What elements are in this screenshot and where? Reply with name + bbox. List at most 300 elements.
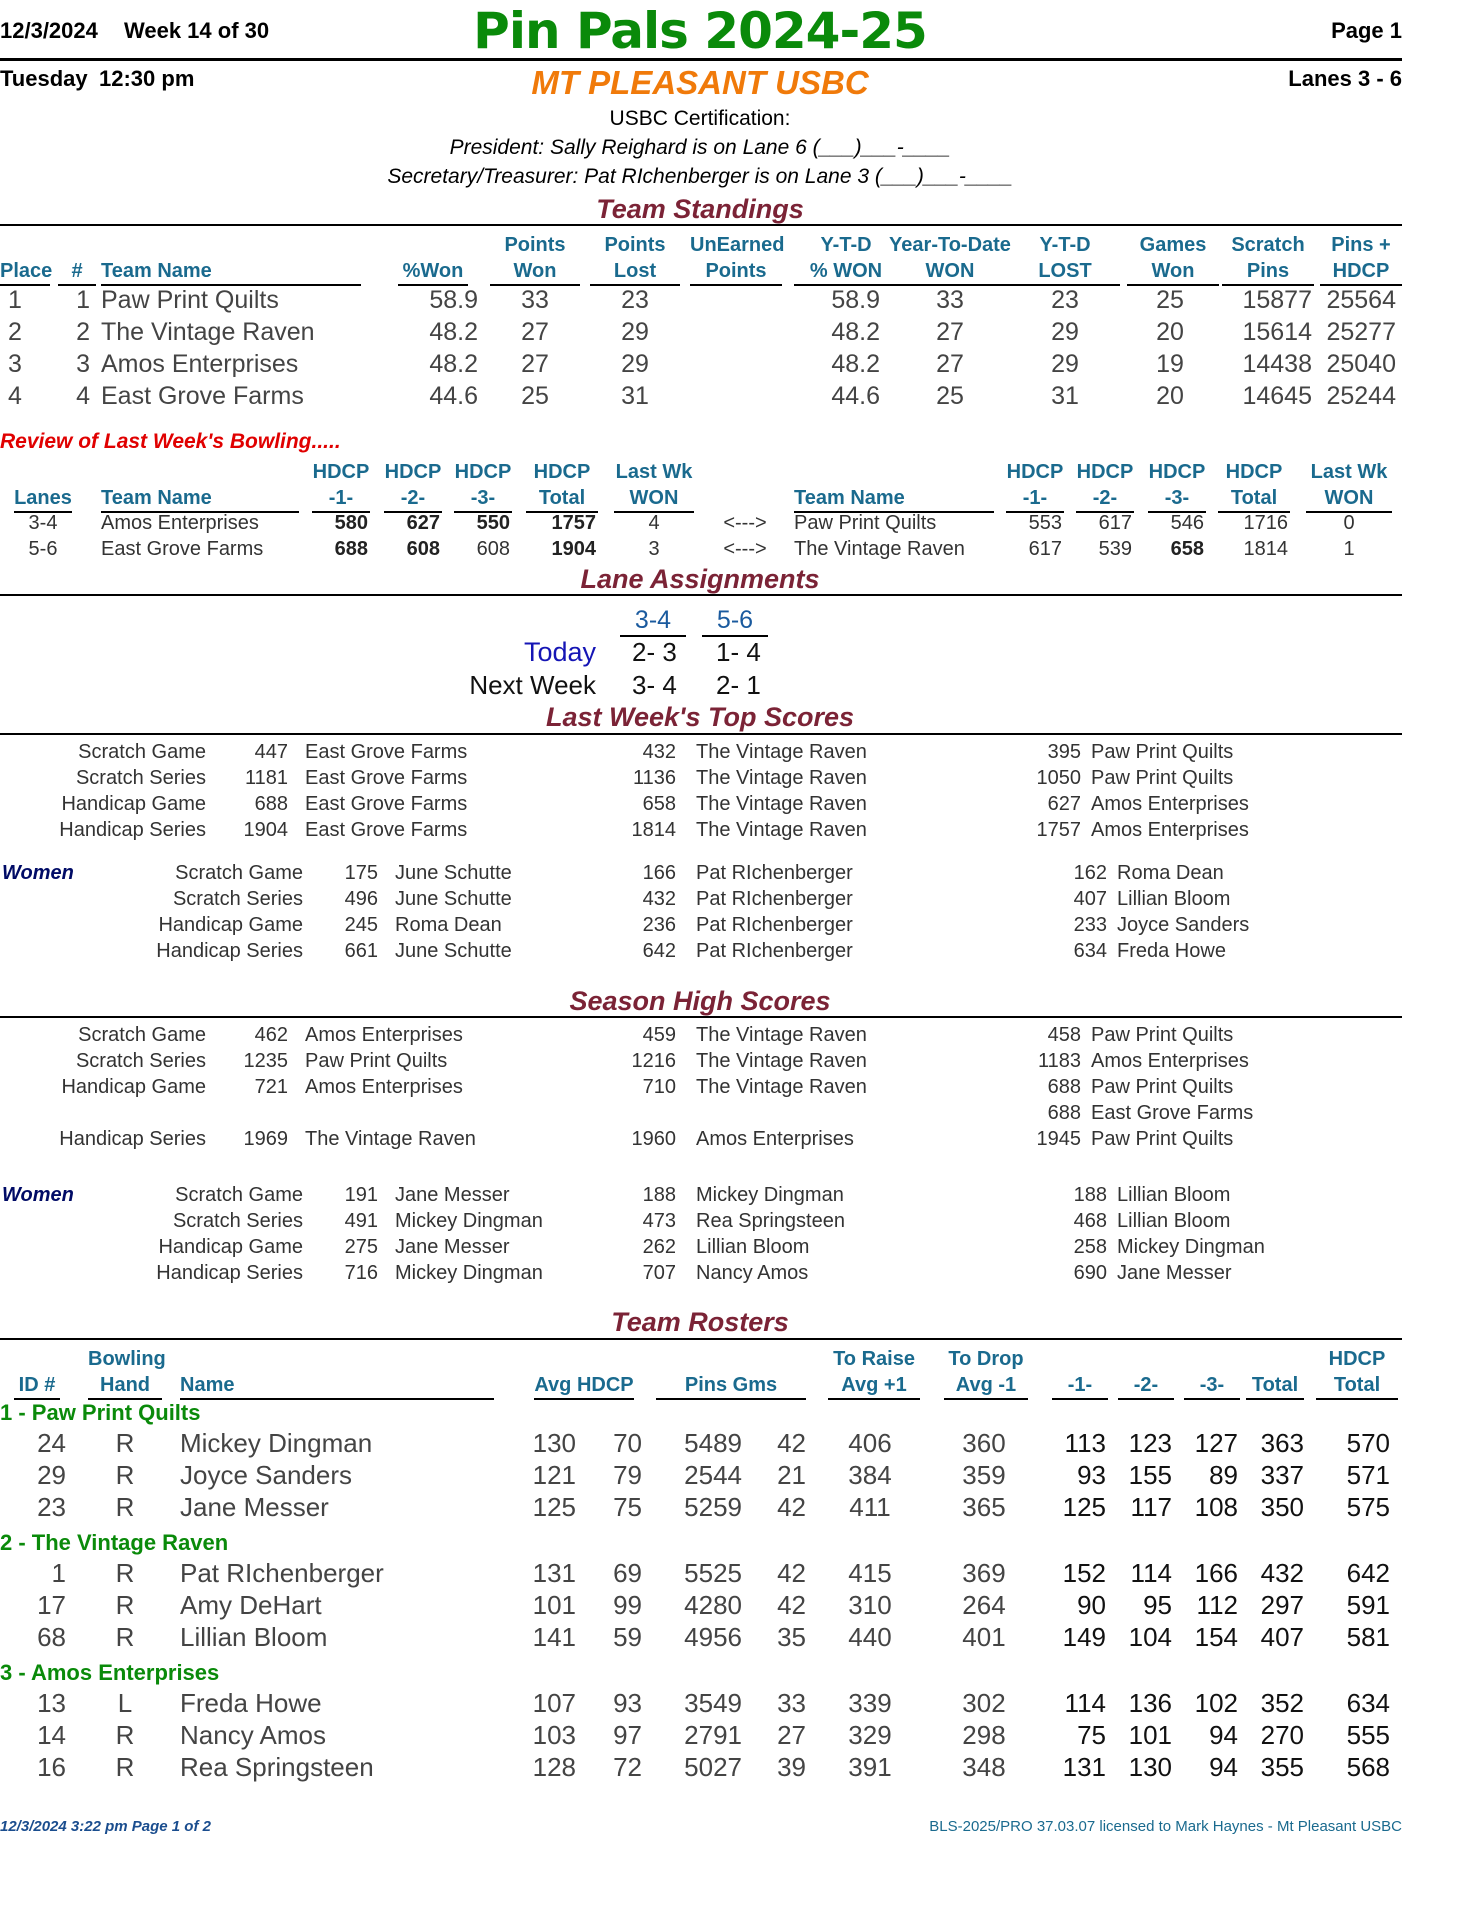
top-women-n2-r1: Pat RIchenberger — [696, 888, 853, 910]
top-scores-women-label: Women — [2, 862, 74, 884]
top-team-v2-r2: 658 — [642, 793, 676, 815]
high-women-n3-r3: Jane Messer — [1117, 1262, 1232, 1284]
roster-t2-p0-c9: 114 — [1064, 1688, 1106, 1718]
top-team-v2-r1: 1136 — [632, 767, 676, 789]
roster-t0-p2-c5: 5259 — [684, 1492, 742, 1522]
roster-t1-p2-c3: 141 — [532, 1622, 576, 1652]
high-women-n1-r1: Mickey Dingman — [395, 1210, 543, 1232]
standings-cell-r2-c11: 14438 — [1242, 350, 1312, 378]
review-total2-r0: 1716 — [1243, 512, 1288, 534]
roster-t1-p1-c10: 95 — [1143, 1590, 1172, 1620]
roster-t0-p0-c12: 363 — [1260, 1428, 1304, 1458]
roster-t0-p0-c13: 570 — [1346, 1428, 1390, 1458]
high-team-v1-r4: 1969 — [243, 1128, 288, 1150]
season-high-women-label: Women — [2, 1184, 74, 1206]
standings-cell-r1-c3: 48.2 — [429, 318, 478, 346]
high-women-n1-r0: Jane Messer — [395, 1184, 510, 1206]
association-name: MT PLEASANT USBC — [531, 64, 869, 101]
review-col-head-2-top: HDCP — [312, 461, 370, 483]
roster-t1-p1-c7: 310 — [848, 1590, 892, 1620]
top-team-n3-r0: Paw Print Quilts — [1091, 741, 1234, 763]
top-team-v1-r3: 1904 — [243, 819, 288, 841]
roster-col-head-11: Total — [1316, 1372, 1398, 1400]
roster-t0-p2-c9: 125 — [1062, 1492, 1106, 1522]
standings-col-head-5: Lost — [590, 258, 680, 286]
standings-cell-r3-c5: 31 — [621, 382, 649, 410]
high-team-v1-r1: 1235 — [243, 1050, 288, 1072]
standings-cell-r2-c2: Amos Enterprises — [101, 350, 299, 378]
high-women-v2-r1: 473 — [642, 1210, 676, 1232]
high-team-v2-r0: 459 — [642, 1024, 676, 1046]
roster-t1-p0-c11: 166 — [1194, 1558, 1238, 1588]
roster-t1-p1-c4: 99 — [613, 1590, 642, 1620]
review-t1-r0: Amos Enterprises — [101, 512, 259, 534]
roster-t2-p0-c7: 339 — [848, 1688, 892, 1718]
roster-t1-p1-c9: 90 — [1077, 1590, 1106, 1620]
top-women-n3-r2: Joyce Sanders — [1117, 914, 1250, 936]
roster-col-head-2: Name — [180, 1372, 494, 1400]
roster-col-head-1-top: Bowling — [88, 1348, 166, 1370]
roster-t0-p0-c6: 42 — [777, 1428, 806, 1458]
top-team-v3-r0: 395 — [1047, 741, 1081, 763]
standings-col-head-1: # — [58, 258, 96, 286]
top-team-v1-r0: 447 — [254, 741, 288, 763]
standings-cell-r0-c11: 15877 — [1242, 286, 1312, 314]
review-arrow-r1: <---> — [723, 538, 767, 560]
standings-cell-r0-c1: 1 — [76, 286, 90, 314]
roster-t0-p2-c13: 575 — [1346, 1492, 1390, 1522]
footer-timestamp: 12/3/2024 3:22 pm Page 1 of 2 — [0, 1818, 211, 1835]
roster-t0-p1-c7: 384 — [848, 1460, 892, 1490]
standings-cell-r3-c2: East Grove Farms — [101, 382, 304, 410]
league-time: 12:30 pm — [99, 66, 195, 91]
roster-t0-p1-c5: 2544 — [684, 1460, 742, 1490]
high-women-v3-r1: 468 — [1073, 1210, 1107, 1232]
review-col-head-6: WON — [614, 485, 694, 513]
high-team-n3-r2: Paw Print Quilts — [1091, 1076, 1234, 1098]
high-team-label-r4: Handicap Series — [59, 1128, 206, 1150]
roster-t2-p2-c7: 391 — [848, 1752, 892, 1782]
standings-col-head-10: Won — [1127, 258, 1219, 286]
roster-t0-p0-c3: 130 — [532, 1428, 576, 1458]
roster-t1-p1-c5: 4280 — [684, 1590, 742, 1620]
standings-cell-r3-c4: 25 — [521, 382, 549, 410]
roster-t2-p2-c11: 94 — [1209, 1752, 1238, 1782]
roster-t1-p2-c8: 401 — [962, 1622, 1006, 1652]
roster-t1-p0-c1: R — [115, 1558, 135, 1588]
roster-t1-p2-c9: 149 — [1062, 1622, 1106, 1652]
review-col-head-12: WON — [1306, 485, 1392, 513]
roster-t0-p2-c8: 365 — [962, 1492, 1006, 1522]
top-women-v2-r3: 642 — [642, 940, 676, 962]
review-won2-r0: 0 — [1343, 512, 1355, 534]
top-women-v2-r0: 166 — [642, 862, 676, 884]
roster-t2-p0-c0: 13 — [37, 1688, 66, 1718]
standings-col-head-12: HDCP — [1320, 258, 1402, 286]
roster-t2-p2-c13: 568 — [1346, 1752, 1390, 1782]
review-col-head-0: Lanes — [14, 485, 72, 513]
top-scores-title: Last Week's Top Scores — [545, 702, 855, 732]
roster-t1-p0-c8: 369 — [962, 1558, 1006, 1588]
roster-t1-p0-c5: 5525 — [684, 1558, 742, 1588]
high-women-v3-r0: 188 — [1073, 1184, 1107, 1206]
standings-cell-r0-c4: 33 — [521, 286, 549, 314]
top-team-n2-r0: The Vintage Raven — [696, 741, 867, 763]
top-team-n1-r3: East Grove Farms — [305, 819, 468, 841]
review-total-r0: 1757 — [551, 512, 596, 534]
standings-cell-r1-c2: The Vintage Raven — [101, 318, 315, 346]
review-h3-r1: 658 — [1170, 538, 1204, 560]
review-col-head-4-top: HDCP — [454, 461, 512, 483]
roster-t0-p1-c4: 79 — [613, 1460, 642, 1490]
top-women-label-r0: Scratch Game — [175, 862, 303, 884]
roster-t2-p0-c12: 352 — [1260, 1688, 1304, 1718]
standings-cell-r2-c1: 3 — [76, 350, 90, 378]
high-team-n1-r2: Amos Enterprises — [305, 1076, 463, 1098]
high-women-v2-r0: 188 — [642, 1184, 676, 1206]
roster-t0-p0-c11: 127 — [1194, 1428, 1238, 1458]
standings-cell-r2-c5: 29 — [621, 350, 649, 378]
review-total2-r1: 1814 — [1243, 538, 1288, 560]
roster-t0-p0-c4: 70 — [613, 1428, 642, 1458]
review-col-head-9-top: HDCP — [1076, 461, 1134, 483]
roster-t0-p2-c2: Jane Messer — [180, 1492, 329, 1522]
high-team-v3-r0: 458 — [1047, 1024, 1081, 1046]
roster-t1-p0-c3: 131 — [532, 1558, 576, 1588]
standings-cell-r1-c0: 2 — [8, 318, 22, 346]
roster-t0-p2-c11: 108 — [1194, 1492, 1238, 1522]
top-women-v3-r1: 407 — [1073, 888, 1107, 910]
roster-col-head-3: Avg HDCP — [534, 1372, 634, 1400]
review-col-head-10: -3- — [1148, 485, 1206, 513]
roster-t2-p1-c0: 14 — [37, 1720, 66, 1750]
roster-t0-p1-c2: Joyce Sanders — [180, 1460, 352, 1490]
roster-t0-p0-c2: Mickey Dingman — [180, 1428, 373, 1458]
high-women-v1-r1: 491 — [344, 1210, 378, 1232]
review-col-head-10-top: HDCP — [1148, 461, 1206, 483]
roster-t2-p0-c5: 3549 — [684, 1688, 742, 1718]
standings-cell-r0-c0: 1 — [8, 286, 22, 314]
roster-t2-p0-c11: 102 — [1194, 1688, 1238, 1718]
standings-cell-r2-c12: 25040 — [1326, 350, 1396, 378]
roster-t2-p2-c10: 130 — [1128, 1752, 1172, 1782]
standings-col-head-8: WON — [883, 258, 1017, 286]
season-high-divider — [0, 1016, 1402, 1018]
standings-cell-r3-c0: 4 — [8, 382, 22, 410]
high-women-label-r2: Handicap Game — [158, 1236, 303, 1258]
standings-cell-r1-c5: 29 — [621, 318, 649, 346]
top-team-v3-r1: 1050 — [1036, 767, 1081, 789]
roster-t0-p1-c8: 359 — [962, 1460, 1006, 1490]
roster-col-head-9: -3- — [1184, 1372, 1240, 1400]
standings-col-head-9-top: Y-T-D — [1039, 234, 1091, 256]
high-team-n3-r1: Amos Enterprises — [1091, 1050, 1249, 1072]
roster-col-head-8: -2- — [1118, 1372, 1174, 1400]
top-team-label-r2: Handicap Game — [61, 793, 206, 815]
standings-cell-r0-c2: Paw Print Quilts — [101, 286, 279, 314]
top-women-n3-r1: Lillian Bloom — [1117, 888, 1231, 910]
secretary-line: Secretary/Treasurer: Pat RIchenberger is on Lane 3 (___)___-____ — [387, 165, 1013, 188]
lane-range: Lanes 3 - 6 — [1288, 66, 1402, 91]
roster-t0-p1-c0: 29 — [37, 1460, 66, 1490]
high-women-v2-r3: 707 — [642, 1262, 676, 1284]
roster-col-head-6: Avg -1 — [944, 1372, 1028, 1400]
roster-t1-p2-c11: 154 — [1194, 1622, 1238, 1652]
roster-t2-p1-c1: R — [115, 1720, 135, 1750]
review-g3-r0: 550 — [476, 512, 510, 534]
top-women-n3-r3: Freda Howe — [1117, 940, 1226, 962]
standings-cell-r0-c7: 58.9 — [831, 286, 880, 314]
roster-t0-p1-c10: 155 — [1128, 1460, 1172, 1490]
high-women-n2-r3: Nancy Amos — [696, 1262, 809, 1284]
review-won2-r1: 1 — [1343, 538, 1355, 560]
top-women-v3-r3: 634 — [1073, 940, 1107, 962]
high-team-v3-r4: 1945 — [1036, 1128, 1081, 1150]
standings-cell-r2-c4: 27 — [521, 350, 549, 378]
roster-t2-p0-c2: Freda Howe — [180, 1688, 322, 1718]
roster-t1-p1-c2: Amy DeHart — [180, 1590, 322, 1620]
roster-t0-p1-c6: 21 — [777, 1460, 806, 1490]
roster-t0-p1-c13: 571 — [1346, 1460, 1390, 1490]
standings-col-head-0: Place — [0, 258, 50, 286]
review-lanes-r0: 3-4 — [28, 512, 58, 534]
review-t2-r1: The Vintage Raven — [794, 538, 965, 560]
high-women-n3-r1: Lillian Bloom — [1117, 1210, 1231, 1232]
high-team-n2-r1: The Vintage Raven — [696, 1050, 867, 1072]
top-team-n1-r2: East Grove Farms — [305, 793, 468, 815]
top-women-v1-r0: 175 — [344, 862, 378, 884]
roster-t1-p2-c12: 407 — [1260, 1622, 1304, 1652]
roster-t2-p1-c9: 75 — [1077, 1720, 1106, 1750]
review-won-r0: 4 — [648, 512, 660, 534]
roster-col-head-1: Hand — [88, 1372, 162, 1400]
roster-t1-p0-c2: Pat RIchenberger — [180, 1558, 384, 1588]
today-lanes-5-6: 1- 4 — [716, 637, 761, 667]
roster-t1-p2-c10: 104 — [1128, 1622, 1172, 1652]
top-team-v2-r3: 1814 — [631, 819, 676, 841]
high-team-v1-r2: 721 — [254, 1076, 288, 1098]
next-week-lanes-3-4: 3- 4 — [632, 670, 677, 700]
high-women-n1-r2: Jane Messer — [395, 1236, 510, 1258]
review-col-head-8-top: HDCP — [1006, 461, 1064, 483]
roster-t2-p2-c0: 16 — [37, 1752, 66, 1782]
high-women-label-r0: Scratch Game — [175, 1184, 303, 1206]
roster-t2-p1-c11: 94 — [1209, 1720, 1238, 1750]
league-day: Tuesday — [0, 66, 88, 91]
review-col-head-5: Total — [526, 485, 598, 513]
today-label: Today — [523, 637, 596, 667]
high-women-v1-r3: 716 — [344, 1262, 378, 1284]
high-team-v2-r2: 710 — [642, 1076, 676, 1098]
roster-col-head-7: -1- — [1052, 1372, 1108, 1400]
roster-t1-p1-c13: 591 — [1346, 1590, 1390, 1620]
roster-t2-p2-c4: 72 — [613, 1752, 642, 1782]
roster-col-head-11-top: HDCP — [1328, 1348, 1386, 1370]
roster-t2-p1-c10: 101 — [1128, 1720, 1172, 1750]
standings-cell-r1-c10: 20 — [1156, 318, 1184, 346]
roster-t1-p0-c7: 415 — [848, 1558, 892, 1588]
next-week-label: Next Week — [469, 670, 596, 700]
roster-t2-p1-c4: 97 — [613, 1720, 642, 1750]
lane-pair-5-6: 5-6 — [702, 606, 768, 637]
roster-t0-p2-c7: 411 — [849, 1492, 891, 1522]
roster-t0-p0-c1: R — [115, 1428, 135, 1458]
roster-t2-p2-c1: R — [115, 1752, 135, 1782]
season-high-title: Season High Scores — [569, 986, 831, 1016]
review-col-head-3: -2- — [384, 485, 442, 513]
high-women-n1-r3: Mickey Dingman — [395, 1262, 543, 1284]
top-team-label-r0: Scratch Game — [78, 741, 206, 763]
standings-cell-r0-c9: 23 — [1051, 286, 1079, 314]
roster-t2-p2-c8: 348 — [962, 1752, 1006, 1782]
top-women-v3-r2: 233 — [1073, 914, 1107, 936]
review-col-head-3-top: HDCP — [384, 461, 442, 483]
high-women-label-r1: Scratch Series — [172, 1210, 303, 1232]
review-col-head-7: Team Name — [794, 485, 994, 513]
roster-t2-p0-c8: 302 — [962, 1688, 1006, 1718]
high-team-n2-r4: Amos Enterprises — [696, 1128, 854, 1150]
top-women-v1-r2: 245 — [344, 914, 378, 936]
review-g2-r1: 608 — [406, 538, 440, 560]
roster-col-head-0: ID # — [14, 1372, 60, 1400]
roster-t2-p2-c9: 131 — [1062, 1752, 1106, 1782]
high-women-n3-r0: Lillian Bloom — [1117, 1184, 1231, 1206]
roster-t1-p2-c4: 59 — [613, 1622, 642, 1652]
roster-col-head-6-top: To Drop — [948, 1348, 1024, 1370]
high-women-n2-r0: Mickey Dingman — [696, 1184, 844, 1206]
high-women-n2-r2: Lillian Bloom — [696, 1236, 810, 1258]
review-col-head-5-top: HDCP — [533, 461, 591, 483]
standings-cell-r1-c9: 29 — [1051, 318, 1079, 346]
review-t2-r0: Paw Print Quilts — [794, 512, 937, 534]
standings-cell-r1-c1: 2 — [76, 318, 90, 346]
high-women-n3-r2: Mickey Dingman — [1117, 1236, 1265, 1258]
review-col-head-8: -1- — [1006, 485, 1064, 513]
high-team-v2-r4: 1960 — [631, 1128, 676, 1150]
standings-cell-r3-c10: 20 — [1156, 382, 1184, 410]
standings-col-head-3: %Won — [398, 258, 468, 286]
high-women-n2-r1: Rea Springsteen — [696, 1210, 845, 1232]
high-team-v1-r0: 462 — [254, 1024, 288, 1046]
review-col-head-9: -2- — [1076, 485, 1134, 513]
roster-col-head-4: Pins Gms — [656, 1372, 806, 1400]
standings-col-head-5-top: Points — [604, 234, 666, 256]
roster-t1-p1-c12: 297 — [1260, 1590, 1304, 1620]
standings-cell-r1-c8: 27 — [936, 318, 964, 346]
roster-t1-p1-c3: 101 — [532, 1590, 576, 1620]
high-team-n2-r2: The Vintage Raven — [696, 1076, 867, 1098]
top-team-n2-r2: The Vintage Raven — [696, 793, 867, 815]
high-women-v3-r3: 690 — [1073, 1262, 1107, 1284]
high-team-v3-r2: 688 — [1047, 1076, 1081, 1098]
roster-col-head-10: Total — [1246, 1372, 1304, 1400]
review-col-head-2: -1- — [312, 485, 370, 513]
roster-team-2-name: 3 - Amos Enterprises — [0, 1660, 220, 1685]
roster-t0-p2-c1: R — [115, 1492, 135, 1522]
standings-cell-r2-c0: 3 — [8, 350, 22, 378]
top-team-label-r1: Scratch Series — [75, 767, 206, 789]
lane-pair-3-4: 3-4 — [620, 606, 686, 637]
roster-t0-p1-c3: 121 — [532, 1460, 576, 1490]
roster-t0-p2-c12: 350 — [1260, 1492, 1304, 1522]
standings-col-head-11: Pins — [1222, 258, 1314, 286]
roster-t0-p2-c3: 125 — [532, 1492, 576, 1522]
roster-t0-p0-c10: 123 — [1128, 1428, 1172, 1458]
top-team-n1-r1: East Grove Farms — [305, 767, 468, 789]
high-team-v3-r1: 1183 — [1037, 1050, 1081, 1072]
review-col-head-12-top: Last Wk — [1310, 461, 1388, 483]
lane-assignments-title: Lane Assignments — [580, 564, 820, 594]
top-team-n2-r1: The Vintage Raven — [696, 767, 867, 789]
rosters-title: Team Rosters — [611, 1307, 789, 1337]
roster-team-0-name: 1 - Paw Print Quilts — [0, 1400, 201, 1425]
top-women-v2-r2: 236 — [642, 914, 676, 936]
top-women-n1-r2: Roma Dean — [395, 914, 502, 936]
roster-t0-p0-c5: 5489 — [684, 1428, 742, 1458]
standings-cell-r0-c5: 23 — [621, 286, 649, 314]
top-team-n3-r3: Amos Enterprises — [1091, 819, 1249, 841]
roster-t1-p0-c12: 432 — [1260, 1558, 1304, 1588]
top-women-n1-r1: June Schutte — [395, 888, 512, 910]
standings-cell-r3-c8: 25 — [936, 382, 964, 410]
roster-t1-p2-c0: 68 — [37, 1622, 66, 1652]
standings-col-head-7-top: Y-T-D — [820, 234, 872, 256]
top-team-v1-r2: 688 — [254, 793, 288, 815]
roster-t0-p2-c4: 75 — [613, 1492, 642, 1522]
standings-cell-r1-c7: 48.2 — [831, 318, 880, 346]
high-team-n3-r4: Paw Print Quilts — [1091, 1128, 1234, 1150]
review-col-head-4: -3- — [454, 485, 512, 513]
top-women-n2-r3: Pat RIchenberger — [696, 940, 853, 962]
roster-t2-p1-c2: Nancy Amos — [180, 1720, 326, 1750]
roster-t1-p0-c13: 642 — [1346, 1558, 1390, 1588]
roster-t2-p2-c5: 5027 — [684, 1752, 742, 1782]
roster-t1-p1-c6: 42 — [777, 1590, 806, 1620]
roster-t2-p0-c10: 136 — [1128, 1688, 1172, 1718]
high-team-n3-r3: East Grove Farms — [1091, 1102, 1254, 1124]
top-women-n3-r0: Roma Dean — [1117, 862, 1224, 884]
roster-t2-p2-c2: Rea Springsteen — [180, 1752, 374, 1782]
roster-t2-p2-c12: 355 — [1260, 1752, 1304, 1782]
review-col-head-6-top: Last Wk — [615, 461, 693, 483]
standings-col-head-2: Team Name — [101, 258, 361, 286]
review-total-r1: 1904 — [551, 538, 596, 560]
high-team-n3-r0: Paw Print Quilts — [1091, 1024, 1234, 1046]
roster-t2-p1-c12: 270 — [1260, 1720, 1304, 1750]
top-women-label-r1: Scratch Series — [172, 888, 303, 910]
roster-col-head-5: Avg +1 — [828, 1372, 920, 1400]
top-team-v2-r0: 432 — [642, 741, 676, 763]
roster-t0-p0-c8: 360 — [962, 1428, 1006, 1458]
high-women-v1-r0: 191 — [344, 1184, 378, 1206]
review-col-head-1: Team Name — [101, 485, 299, 513]
roster-t0-p1-c1: R — [115, 1460, 135, 1490]
standings-cell-r2-c9: 29 — [1051, 350, 1079, 378]
high-team-label-r1: Scratch Series — [75, 1050, 206, 1072]
roster-t2-p1-c13: 555 — [1346, 1720, 1390, 1750]
roster-t2-p2-c6: 39 — [777, 1752, 806, 1782]
roster-t1-p2-c13: 581 — [1346, 1622, 1390, 1652]
review-g2-r0: 627 — [406, 512, 440, 534]
top-team-n3-r2: Amos Enterprises — [1091, 793, 1249, 815]
roster-t2-p0-c4: 93 — [613, 1688, 642, 1718]
standings-col-head-7: % WON — [794, 258, 898, 286]
standings-cell-r1-c4: 27 — [521, 318, 549, 346]
high-team-v3-r3: 688 — [1047, 1102, 1081, 1124]
high-team-v2-r1: 1216 — [631, 1050, 676, 1072]
top-scores-divider — [0, 733, 1402, 735]
roster-t0-p0-c0: 24 — [37, 1428, 66, 1458]
